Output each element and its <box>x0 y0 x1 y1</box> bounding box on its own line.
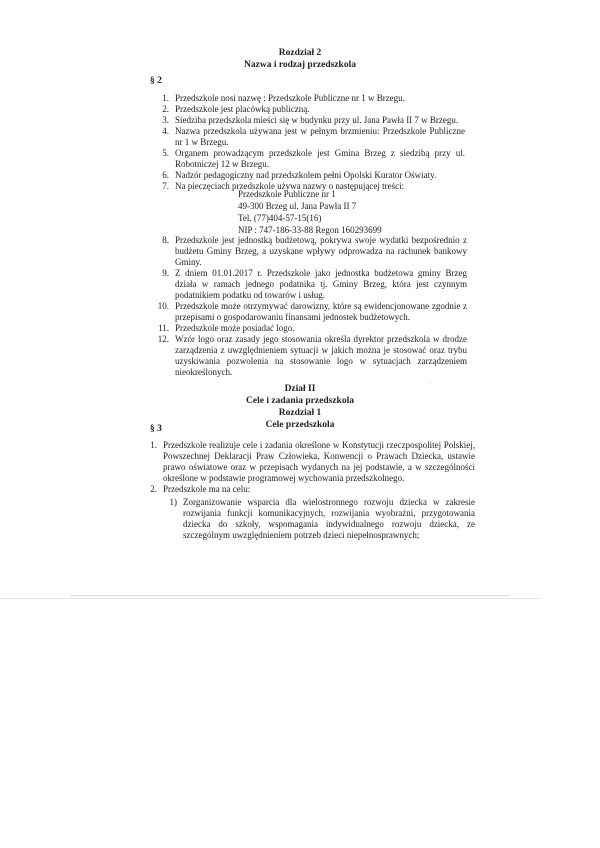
list-item <box>162 170 465 181</box>
list-item <box>169 497 475 541</box>
stamp-line: Tel. (77)404-57-15(16) <box>238 213 322 223</box>
list-item <box>162 126 465 148</box>
list-item <box>150 440 475 484</box>
list-item-text: Przedszkole jest jednostką budżetową, pokrywa swoje wydatki bezpośrednio z budżetu Gminy Brzeg, a uzyskane wpływy odprowadza na rachunek bankowy Gminy. <box>175 235 467 267</box>
chapter2-list <box>162 93 465 192</box>
list-item-number: 3. <box>162 115 169 125</box>
chapter-subtitle: Cele przedszkola <box>265 420 335 430</box>
stamp-line: NIP : 747-186-33-88 Regon 160293699 <box>238 225 382 235</box>
list-item <box>162 268 467 301</box>
list-item-number: 2. <box>150 484 157 494</box>
list-item-number: 8. <box>162 235 169 245</box>
list-item <box>162 235 467 268</box>
list-item-text: Przedszkole realizuje cele i zadania określone w Konstytucji rzeczpospolitej Polskiej, Powszechnej Deklaracji Praw Człowieka, Konwencji o Prawach Dziecka, ustawie prawo oświatowe oraz w przepisach wydanych na jej podstawie, a w szczególności określone w podstawie programowej wychowania przedszkolnego. <box>163 440 475 483</box>
list-item-text: Nazwa przedszkola używana jest w pełnym brzmieniu: Przedszkole Publiczne nr 1 w Brzegu. <box>175 126 465 147</box>
chapter-subtitle: Nazwa i rodzaj przedszkola <box>244 60 356 70</box>
section2-list <box>150 440 475 495</box>
list-item-number: 4. <box>162 126 169 136</box>
scan-edge-line <box>0 598 540 599</box>
section-title: Dział II <box>284 384 316 394</box>
paragraph-marker: § 3 <box>150 424 162 434</box>
list-item <box>157 334 467 378</box>
section-subtitle: Cele i zadania przedszkola <box>246 396 354 406</box>
list-item-number: 6. <box>162 170 169 180</box>
scan-edge-line <box>70 595 510 596</box>
list-item-text: Nadzór pedagogiczny nad przedszkolem pełni Opolski Kurator Oświaty. <box>175 170 437 180</box>
paragraph-marker: § 2 <box>150 76 162 86</box>
list-item <box>162 148 465 170</box>
list-item-text: Przedszkole może posiadać logo. <box>175 323 295 333</box>
stamp-line: 49-300 Brzeg ul. Jana Pawła II 7 <box>238 201 357 211</box>
list-item-text: Przedszkole jest placówką publiczną. <box>175 104 310 114</box>
list-item-text: Przedszkole nosi nazwę : Przedszkole Publiczne nr 1 w Brzegu. <box>175 93 405 103</box>
list-item <box>162 104 465 115</box>
list-item-number: 5. <box>162 148 169 158</box>
chapter-title: Rozdział 1 <box>278 408 322 418</box>
chapter2-list-continued <box>157 235 467 378</box>
list-item-text: Siedziba przedszkola mieści się w budynku przy ul. Jana Pawła II 7 w Brzegu. <box>175 115 459 125</box>
list-item-number: 2. <box>162 104 169 114</box>
list-item-text: Z dniem 01.01.2017 r. Przedszkole jako jednostka budżetowa gminy Brzeg działa w ramach jednego podatnika tj. Gminy Brzeg, która jest czynnym podatnikiem podatku od towarów i usług. <box>175 268 467 300</box>
list-item-number: 10. <box>157 301 169 311</box>
chapter-title: Rozdział 2 <box>278 48 322 58</box>
list-item-text: Wzór logo oraz zasady jego stosowania określa dyrektor przedszkola w drodze zarządzenia z uwzględnieniem sytuacji w jakich można je stosować oraz trybu uzyskiwania pozwolenia na stosowanie logo w sytuacjach zarządzeniem nieokreślonych. <box>175 334 467 377</box>
list-item <box>162 115 465 126</box>
list-item <box>162 93 465 104</box>
list-item <box>158 323 467 334</box>
list-item-number: 12. <box>157 334 169 344</box>
stamp-line: Przedszkole Publiczne nr 1 <box>238 189 336 199</box>
list-item-number: 1) <box>169 497 177 507</box>
list-item-number: 7. <box>162 181 169 191</box>
scan-mark: · <box>428 379 431 388</box>
list-item-text: Na pieczęciach przedszkole używa nazwy o następującej treści: <box>175 181 405 191</box>
list-item-text: Organem prowadzącym przedszkole jest Gmina Brzeg z siedzibą przy ul. Robotniczej 12 w Brzegu. <box>175 148 465 169</box>
list-item-number: 1. <box>162 93 169 103</box>
list-item-text: Przedszkole może otrzymywać darowizny, które są ewidencjonowane zgodnie z przepisami o gospodarowaniu finansami jednostek budżetowych. <box>175 301 467 322</box>
list-item-number: 1. <box>150 440 157 450</box>
list-item-text: Zorganizowanie wsparcia dla wielostronnego rozwoju dziecka w zakresie rozwijania funkcji komunikacyjnych, rozwijania wyobraźni, przygotowania dziecka do szkoły, wspomagania indywidualnego rozwoju dziecka, ze szczególnym uwzględnieniem potrzeb dzieci niepełnosprawnych; <box>183 497 475 540</box>
section2-sublist <box>169 497 475 541</box>
list-item-number: 9. <box>162 268 169 278</box>
stamp-text-block <box>238 189 468 237</box>
list-item-text: Przedszkole ma na celu: <box>163 484 251 494</box>
list-item-number: 11. <box>158 323 169 333</box>
list-item <box>150 484 475 495</box>
list-item <box>157 301 467 323</box>
